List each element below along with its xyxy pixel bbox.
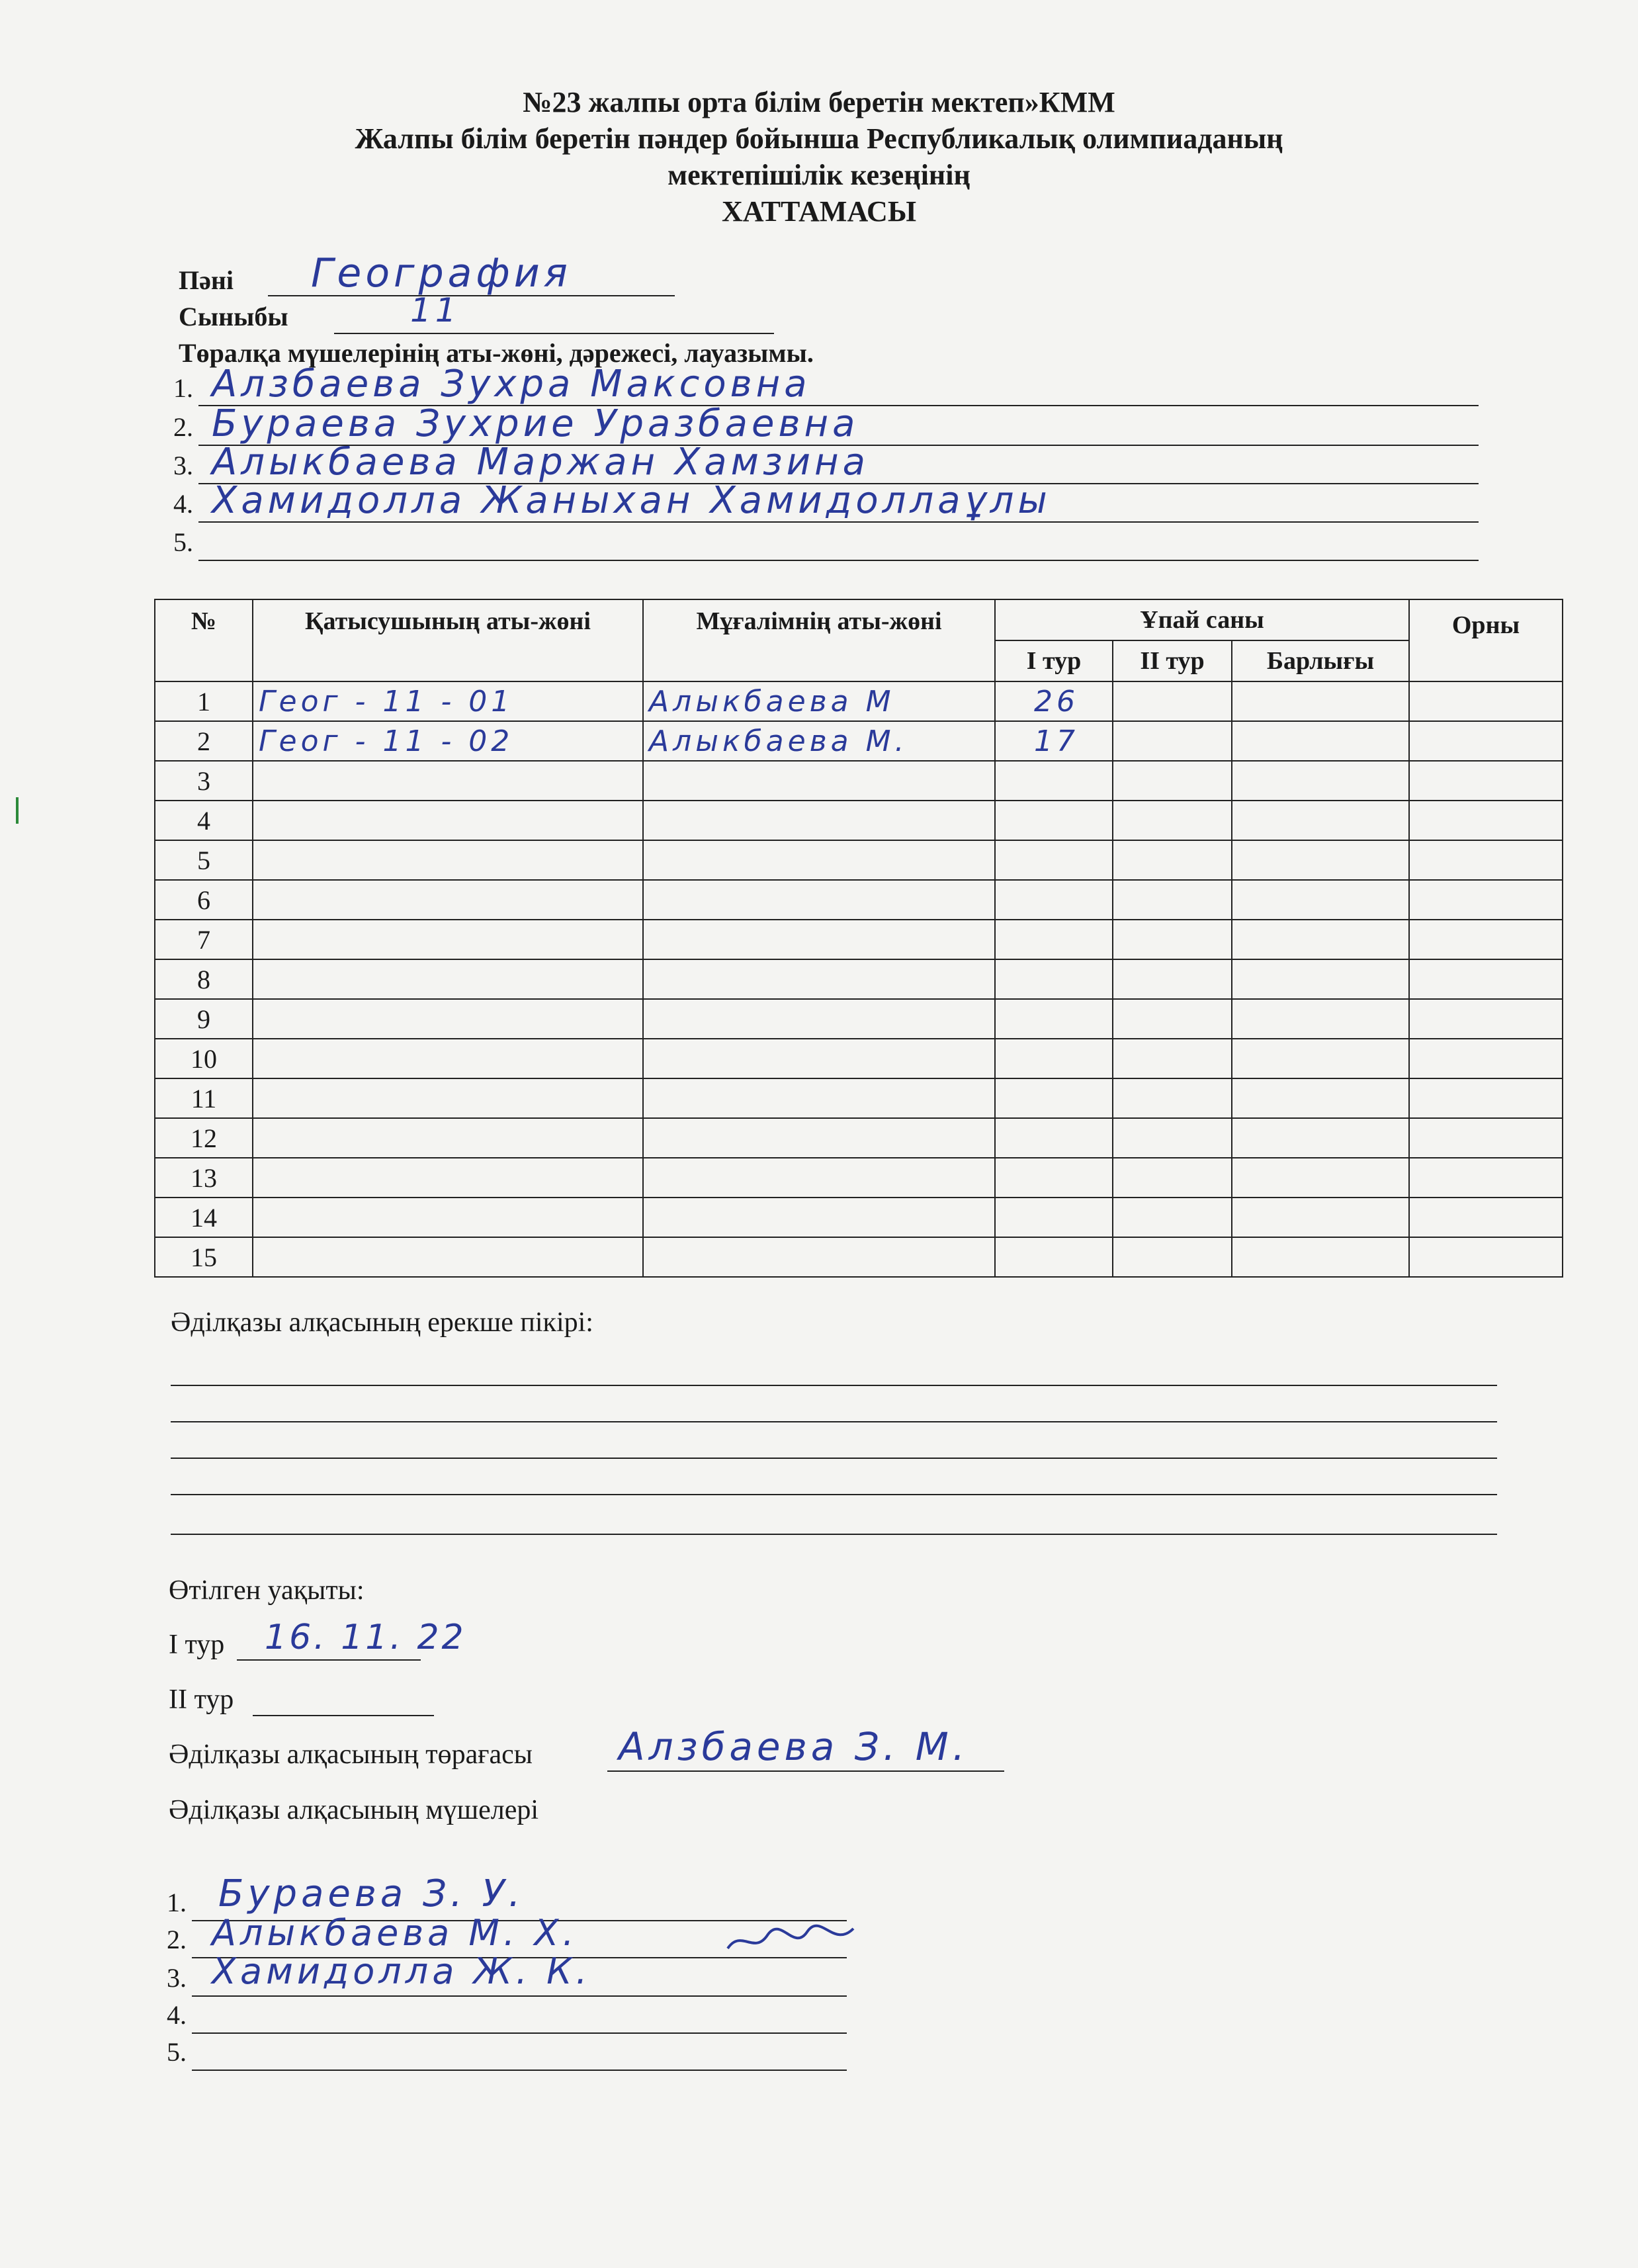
place-cell bbox=[1409, 721, 1563, 761]
col-num-header: № bbox=[155, 599, 253, 681]
col-place-header: Орны bbox=[1409, 599, 1563, 681]
col-tour2-header: ІІ тур bbox=[1113, 640, 1232, 681]
tour1-cell bbox=[995, 761, 1113, 801]
table-row bbox=[155, 999, 1563, 1039]
tour1-cell bbox=[995, 1078, 1113, 1118]
participant-cell bbox=[253, 880, 643, 920]
committee-num-1: 1. bbox=[173, 373, 193, 403]
member-line-4 bbox=[192, 2032, 847, 2034]
participant-cell bbox=[253, 1158, 643, 1198]
place-cell bbox=[1409, 880, 1563, 920]
participant-cell bbox=[253, 920, 643, 959]
tour1-cell bbox=[995, 959, 1113, 999]
place-cell bbox=[1409, 1078, 1563, 1118]
tour2-cell bbox=[1113, 1118, 1232, 1158]
row-num: 12 bbox=[155, 1118, 253, 1158]
opinion-line-4 bbox=[171, 1494, 1497, 1495]
committee-member-3: Алыкбаева Маржан Хамзина bbox=[212, 441, 869, 484]
col-participant-header: Қатысушының аты-жөні bbox=[253, 599, 643, 681]
tour2-cell bbox=[1113, 880, 1232, 920]
header-stage: мектепішілік кезеңінің bbox=[668, 159, 970, 191]
row-num: 1 bbox=[155, 681, 253, 721]
margin-mark bbox=[16, 797, 19, 824]
header-olympiad: Жалпы білім беретін пәндер бойынша Республикалық олимпиаданың bbox=[355, 122, 1283, 155]
committee-num-4: 4. bbox=[173, 489, 193, 519]
chair-line bbox=[607, 1770, 1004, 1772]
table-row bbox=[155, 1078, 1563, 1118]
row-num: 6 bbox=[155, 880, 253, 920]
tour2-cell bbox=[1113, 1039, 1232, 1078]
row-num: 15 bbox=[155, 1237, 253, 1277]
tour1-cell: 17 bbox=[995, 721, 1113, 761]
teacher-cell bbox=[643, 920, 995, 959]
total-cell bbox=[1232, 761, 1409, 801]
time-label: Өтілген уақыты: bbox=[169, 1575, 365, 1606]
tour1-cell bbox=[995, 1158, 1113, 1198]
jury-opinion-label: Әділқазы алқасының ерекше пікірі: bbox=[171, 1307, 593, 1338]
total-cell bbox=[1232, 681, 1409, 721]
place-cell bbox=[1409, 681, 1563, 721]
committee-line-5 bbox=[198, 560, 1479, 561]
teacher-cell bbox=[643, 880, 995, 920]
participant-cell bbox=[253, 999, 643, 1039]
tour2-label: ІІ тур bbox=[169, 1684, 234, 1715]
teacher-cell bbox=[643, 1237, 995, 1277]
table-row bbox=[155, 761, 1563, 801]
table-row bbox=[155, 880, 1563, 920]
tour1-date: 16. 11. 22 bbox=[265, 1618, 466, 1657]
row-num: 3 bbox=[155, 761, 253, 801]
total-cell bbox=[1232, 1118, 1409, 1158]
row-num: 10 bbox=[155, 1039, 253, 1078]
tour1-cell bbox=[995, 1118, 1113, 1158]
row-num: 14 bbox=[155, 1198, 253, 1237]
teacher-cell: Алыкбаева М. bbox=[643, 721, 995, 761]
table-row bbox=[155, 1118, 1563, 1158]
tour2-cell bbox=[1113, 999, 1232, 1039]
place-cell bbox=[1409, 999, 1563, 1039]
total-cell bbox=[1232, 1039, 1409, 1078]
row-num: 4 bbox=[155, 801, 253, 840]
participant-cell: Геог - 11 - 01 bbox=[253, 681, 643, 721]
total-cell bbox=[1232, 721, 1409, 761]
committee-member-2: Бураева Зухрие Уразбаевна bbox=[212, 402, 859, 445]
tour1-cell bbox=[995, 801, 1113, 840]
opinion-line-3 bbox=[171, 1458, 1497, 1459]
row-num: 9 bbox=[155, 999, 253, 1039]
chair-signature: Алзбаева З. М. bbox=[619, 1724, 969, 1769]
member-2-signature-mark bbox=[721, 1922, 867, 1962]
teacher-cell bbox=[643, 1118, 995, 1158]
table-row bbox=[155, 721, 1563, 761]
teacher-cell bbox=[643, 1039, 995, 1078]
grade-line bbox=[334, 333, 774, 334]
participant-cell bbox=[253, 840, 643, 880]
col-teacher-header: Мұғалімнің аты-жөні bbox=[643, 599, 995, 681]
total-cell bbox=[1232, 999, 1409, 1039]
place-cell bbox=[1409, 920, 1563, 959]
tour2-cell bbox=[1113, 681, 1232, 721]
tour1-cell bbox=[995, 999, 1113, 1039]
member-num-4: 4. bbox=[167, 2000, 187, 2030]
table-row bbox=[155, 1158, 1563, 1198]
teacher-cell bbox=[643, 999, 995, 1039]
row-num: 8 bbox=[155, 959, 253, 999]
results-table bbox=[154, 599, 1563, 1278]
member-num-2: 2. bbox=[167, 1925, 187, 1954]
total-cell bbox=[1232, 920, 1409, 959]
total-cell bbox=[1232, 1078, 1409, 1118]
teacher-cell bbox=[643, 801, 995, 840]
participant-cell bbox=[253, 1039, 643, 1078]
tour2-cell bbox=[1113, 1198, 1232, 1237]
tour1-line bbox=[237, 1659, 421, 1661]
grade-value: 11 bbox=[410, 291, 460, 329]
subject-label: Пәні bbox=[179, 265, 234, 295]
total-cell bbox=[1232, 1237, 1409, 1277]
total-cell bbox=[1232, 880, 1409, 920]
place-cell bbox=[1409, 1237, 1563, 1277]
total-cell bbox=[1232, 801, 1409, 840]
table-row bbox=[155, 1237, 1563, 1277]
col-total-header: Барлығы bbox=[1232, 640, 1409, 681]
place-cell bbox=[1409, 1118, 1563, 1158]
teacher-cell: Алыкбаева М bbox=[643, 681, 995, 721]
total-cell bbox=[1232, 1198, 1409, 1237]
table-row bbox=[155, 920, 1563, 959]
participant-cell bbox=[253, 1198, 643, 1237]
teacher-cell bbox=[643, 1198, 995, 1237]
table-row bbox=[155, 1198, 1563, 1237]
row-num: 11 bbox=[155, 1078, 253, 1118]
chair-label: Әділқазы алқасының төрағасы bbox=[169, 1739, 533, 1770]
member-line-3 bbox=[192, 1995, 847, 1997]
row-num: 13 bbox=[155, 1158, 253, 1198]
teacher-cell bbox=[643, 761, 995, 801]
col-points-header: Ұпай саны bbox=[995, 599, 1409, 640]
place-cell bbox=[1409, 761, 1563, 801]
member-num-5: 5. bbox=[167, 2037, 187, 2067]
tour1-cell bbox=[995, 880, 1113, 920]
participant-cell: Геог - 11 - 02 bbox=[253, 721, 643, 761]
row-num: 5 bbox=[155, 840, 253, 880]
col-tour1-header: І тур bbox=[995, 640, 1113, 681]
participant-cell bbox=[253, 1237, 643, 1277]
tour1-label: І тур bbox=[169, 1630, 225, 1660]
committee-num-3: 3. bbox=[173, 451, 193, 480]
tour2-cell bbox=[1113, 1237, 1232, 1277]
committee-num-2: 2. bbox=[173, 412, 193, 442]
page-title: ХАТТАМАСЫ bbox=[721, 195, 917, 228]
table-row bbox=[155, 681, 1563, 721]
tour2-cell bbox=[1113, 761, 1232, 801]
participant-cell bbox=[253, 959, 643, 999]
opinion-line-1 bbox=[171, 1385, 1497, 1386]
tour2-cell bbox=[1113, 840, 1232, 880]
participant-cell bbox=[253, 761, 643, 801]
tour2-cell bbox=[1113, 1158, 1232, 1198]
committee-num-5: 5. bbox=[173, 527, 193, 557]
total-cell bbox=[1232, 840, 1409, 880]
teacher-cell bbox=[643, 1158, 995, 1198]
tour1-cell bbox=[995, 1198, 1113, 1237]
member-sign-1: Бураева З. У. bbox=[218, 1872, 525, 1915]
tour1-cell bbox=[995, 1237, 1113, 1277]
member-sign-2: Алыкбаева М. Х. bbox=[212, 1912, 578, 1954]
subject-value: География bbox=[311, 250, 572, 296]
place-cell bbox=[1409, 840, 1563, 880]
member-num-1: 1. bbox=[167, 1888, 187, 1917]
table-row bbox=[155, 801, 1563, 840]
teacher-cell bbox=[643, 1078, 995, 1118]
member-line-5 bbox=[192, 2070, 847, 2071]
participant-cell bbox=[253, 1078, 643, 1118]
place-cell bbox=[1409, 1039, 1563, 1078]
members-label: Әділқазы алқасының мүшелері bbox=[169, 1795, 539, 1825]
total-cell bbox=[1232, 1158, 1409, 1198]
place-cell bbox=[1409, 1158, 1563, 1198]
row-num: 2 bbox=[155, 721, 253, 761]
place-cell bbox=[1409, 959, 1563, 999]
tour1-cell bbox=[995, 1039, 1113, 1078]
tour1-cell bbox=[995, 920, 1113, 959]
member-sign-3: Хамидолла Ж. К. bbox=[212, 1950, 591, 1992]
committee-member-4: Хамидолла Жаныхан Хамидоллаұлы bbox=[212, 479, 1051, 522]
opinion-line-5 bbox=[171, 1534, 1497, 1535]
tour2-cell bbox=[1113, 801, 1232, 840]
teacher-cell bbox=[643, 959, 995, 999]
committee-member-1: Алзбаева Зухра Максовна bbox=[212, 363, 811, 406]
header-school: №23 жалпы орта білім беретін мектеп»КММ bbox=[523, 86, 1115, 118]
tour2-cell bbox=[1113, 1078, 1232, 1118]
committee-label: Төралқа мүшелерінің аты-жөні, дәрежесі, лауазымы. bbox=[179, 338, 814, 368]
row-num: 7 bbox=[155, 920, 253, 959]
tour2-line bbox=[253, 1715, 434, 1716]
tour1-cell: 26 bbox=[995, 681, 1113, 721]
tour2-cell bbox=[1113, 721, 1232, 761]
participant-cell bbox=[253, 1118, 643, 1158]
table-row bbox=[155, 840, 1563, 880]
total-cell bbox=[1232, 959, 1409, 999]
tour2-cell bbox=[1113, 920, 1232, 959]
tour1-cell bbox=[995, 840, 1113, 880]
grade-label: Сыныбы bbox=[179, 302, 288, 331]
member-num-3: 3. bbox=[167, 1963, 187, 1993]
tour2-cell bbox=[1113, 959, 1232, 999]
place-cell bbox=[1409, 1198, 1563, 1237]
opinion-line-2 bbox=[171, 1421, 1497, 1422]
table-row bbox=[155, 959, 1563, 999]
table-row bbox=[155, 1039, 1563, 1078]
place-cell bbox=[1409, 801, 1563, 840]
teacher-cell bbox=[643, 840, 995, 880]
participant-cell bbox=[253, 801, 643, 840]
